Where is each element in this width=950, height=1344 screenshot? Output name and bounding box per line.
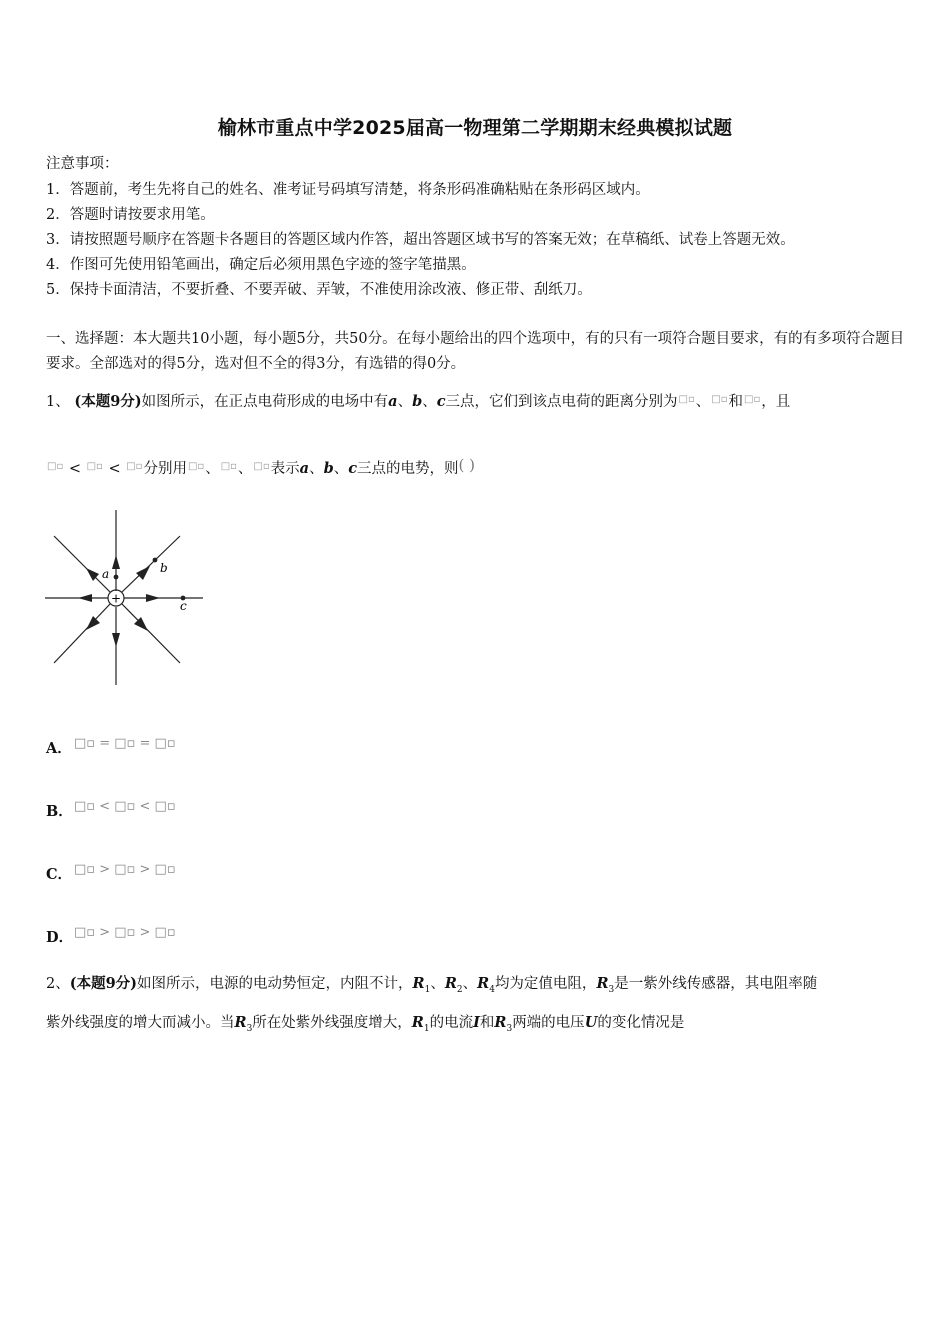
charge-sign: + [110, 591, 122, 606]
subscript: 3 [506, 1023, 513, 1034]
question-text: 所在处紫外线强度增大， [252, 1015, 412, 1031]
var-r: R [412, 975, 425, 992]
question-text: 的变化情况是 [597, 1015, 685, 1031]
question-text: ，且 [761, 394, 791, 410]
var-r: R [477, 975, 490, 992]
subscript: 3 [608, 984, 615, 995]
question-text: 三点，它们到该点电荷的距离分别为 [445, 394, 678, 410]
option-expression: □▫ > □▫ > □▫ [74, 925, 176, 940]
label-a: a [102, 567, 110, 581]
question-score: (本题9分) [69, 975, 138, 992]
var-r: R [444, 975, 457, 992]
notice-item-4: 4．作图可先使用铅笔画出，确定后必须用黑色字迹的签字笔描黑。 [46, 257, 476, 273]
var-r: R [411, 1014, 424, 1031]
formula-placeholder: □▫ [220, 461, 237, 472]
notice-item-3: 3．请按照题号顺序在答题卡各题目的答题区域内作答，超出答题区域书写的答案无效；在草稿纸、试卷上答题无效。 [46, 232, 795, 248]
formula-placeholder: □▫ [47, 461, 64, 472]
subscript: 1 [423, 1023, 430, 1034]
question-text: 两端的电压 [512, 1015, 585, 1031]
notice-item-5: 5．保持卡面清洁，不要折叠、不要弄破、弄皱，不准使用涂改液、修正带、刮纸刀。 [46, 282, 592, 298]
arrow-up [112, 555, 120, 569]
separator: 、 [397, 394, 413, 410]
var-b: b [412, 393, 423, 410]
question-2-line-2 [46, 1011, 684, 1034]
operator: < [68, 461, 81, 477]
var-i: I [473, 1014, 480, 1031]
question-text: 如图所示，电源的电动势恒定，内阻不计， [137, 976, 413, 992]
arrow-left [78, 594, 92, 602]
formula-placeholder: □▫ [126, 461, 143, 472]
separator: 、 [462, 976, 478, 992]
operator: < [108, 461, 121, 477]
point-b [153, 558, 158, 563]
var-c: c [436, 393, 446, 410]
option-label: D． [46, 929, 74, 946]
field-line-downleft [54, 604, 110, 663]
subscript: 1 [424, 984, 431, 995]
question-text: 表示 [270, 461, 300, 477]
field-line-upleft [54, 536, 110, 592]
var-a: a [299, 460, 310, 477]
option-label: C． [46, 866, 73, 883]
question-text: 如图所示，在正点电荷形成的电场中有 [141, 394, 389, 410]
question-number: 1、 [46, 394, 70, 410]
question-text: 是一紫外线传感器，其电阻率随 [614, 976, 818, 992]
question-score: (本题9分) [74, 393, 142, 410]
question-text: 分别用 [143, 461, 187, 477]
option-expression: □▫ > □▫ > □▫ [74, 862, 176, 877]
formula-placeholder: □▫ [86, 461, 103, 472]
var-r: R [494, 1014, 507, 1031]
question-text: 和 [728, 394, 744, 410]
var-a: a [388, 393, 398, 410]
var-r: R [234, 1014, 247, 1031]
label-c: c [180, 599, 187, 613]
formula-placeholder: □▫ [187, 461, 205, 472]
option-b[interactable] [46, 799, 176, 821]
question-number: 2、 [46, 976, 70, 992]
field-line-upright [122, 536, 180, 592]
field-line-downright [122, 604, 180, 663]
section-instructions: 一、选择题：本大题共10小题，每小题5分，共50分。在每小题给出的四个选项中，有的只有一项符合题目要求，有的有多项符合题目要求。全部选对的得5分，选对但不全的得3分，有选错的得0分。 [46, 331, 905, 372]
question-1-line-1: 1、 (本题9分)如图所示，在正点电荷形成的电场中有a、b、c三点，它们到该点电荷的距离分别为□▫、□▫和□▫，且 [46, 393, 791, 410]
option-label: B． [46, 803, 73, 820]
subscript: 2 [456, 984, 463, 995]
separator: 、 [422, 394, 437, 410]
notice-heading: 注意事项： [46, 156, 119, 172]
page-title: 榆林市重点中学2025届高一物理第二学期期末经典模拟试题 [217, 117, 733, 139]
notice-item-2: 2．答题时请按要求用笔。 [46, 207, 215, 223]
option-c[interactable] [46, 862, 176, 884]
option-expression: □▫ = □▫ = □▫ [74, 736, 176, 751]
formula-placeholder: □▫ [744, 394, 761, 405]
question-2-line-1 [46, 972, 906, 995]
option-label: A． [46, 740, 72, 757]
option-d[interactable] [46, 925, 176, 947]
question-text: 的电流 [429, 1015, 474, 1031]
arrow-upright [136, 566, 150, 580]
formula-placeholder: □▫ [253, 461, 270, 472]
var-r: R [596, 975, 609, 992]
subscript: 3 [246, 1023, 253, 1034]
separator: 、 [430, 976, 445, 992]
var-c: c [348, 460, 358, 477]
var-u: U [584, 1014, 598, 1031]
var-b: b [323, 460, 334, 477]
question-text: 紫外线强度的增大而减小。当 [46, 1015, 235, 1031]
electric-field-figure [40, 507, 210, 687]
answer-parentheses: ( ) [458, 456, 476, 474]
arrow-down [112, 633, 120, 647]
arrow-downleft [86, 616, 100, 630]
question-1-line-2: □▫ < □▫ < □▫分别用□▫、□▫、□▫表示a、b、c三点的电势，则( ) [47, 456, 476, 477]
question-text: 均为定值电阻， [494, 976, 597, 992]
question-text: 和 [479, 1015, 495, 1031]
notice-item-1: 1．答题前，考生先将自己的姓名、准考证号码填写清楚，将条形码准确粘贴在条形码区域内。 [46, 182, 650, 198]
formula-placeholder: □▫ [711, 394, 728, 405]
formula-placeholder: □▫ [678, 394, 695, 405]
arrow-right [146, 594, 160, 602]
subscript: 4 [489, 984, 495, 995]
label-b: b [160, 561, 168, 575]
point-a [114, 575, 119, 580]
option-expression: □▫ < □▫ < □▫ [74, 799, 176, 814]
option-a[interactable] [46, 736, 176, 758]
question-text: 三点的电势，则 [357, 461, 459, 477]
